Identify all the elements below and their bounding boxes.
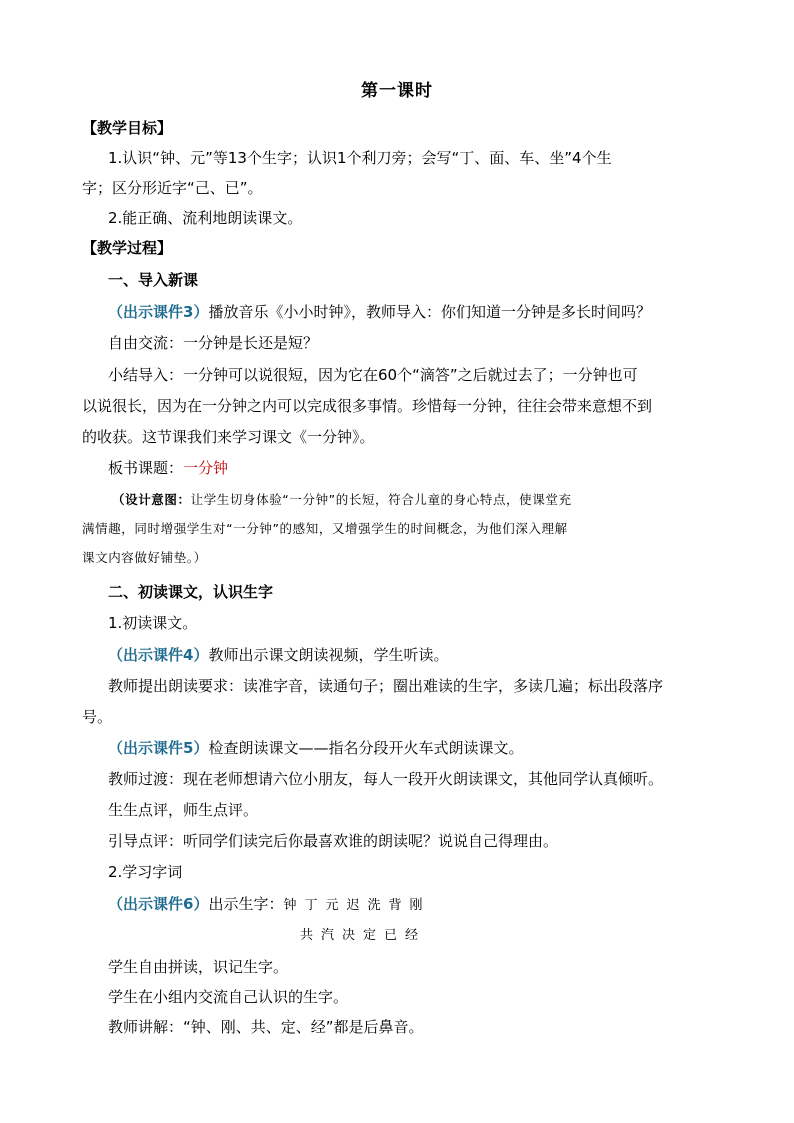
- courseware-tag: （出示课件4）: [108, 646, 209, 664]
- section-1-heading: 一、导入新课: [108, 271, 199, 289]
- para-text: 教师出示课文朗读视频，学生听读。: [208, 646, 449, 664]
- goal-item-1-line-1: 1.认识“钟、元”等13个生字；认识1个利刀旁；会写“丁、面、车、坐”4个生: [108, 149, 612, 167]
- para-text: 播放音乐《小小时钟》，教师导入：你们知道一分钟是多长时间吗？: [208, 303, 651, 321]
- section-1-para-3-line-1: 小结导入：一分钟可以说很短，因为它在60个“滴答”之后就过去了；一分钟也可: [108, 366, 638, 384]
- section-1-para-1: [108, 302, 651, 322]
- section-1-para-2: 自由交流：一分钟是长还是短？: [108, 334, 319, 352]
- section-2-para-7: [108, 894, 430, 916]
- section-2-sub-2: 2.学习字词: [108, 863, 183, 881]
- section-2-para-10: 教师讲解：“钟、刚、共、定、经”都是后鼻音。: [108, 1018, 424, 1036]
- board-label: 板书课题：: [108, 459, 184, 477]
- courseware-tag: （出示课件5）: [108, 739, 209, 757]
- section-2-para-4: 教师过渡：现在老师想请六位小朋友，每人一段开火朗读课文，其他同学认真倾听。: [108, 770, 664, 788]
- board-title-line: [108, 458, 228, 478]
- goal-item-1-line-2: 字；区分形近字“己、已”。: [82, 179, 263, 197]
- section-2-para-1: [108, 645, 448, 665]
- section-1-para-3-line-3: 的收获。这节课我们来学习课文《一分钟》。: [82, 428, 375, 446]
- section-2-para-8: 学生自由拼读，识记生字。: [108, 958, 289, 976]
- para-text: 出示生字：: [208, 895, 284, 913]
- design-label: （设计意图：: [112, 492, 191, 507]
- page-title: 第一课时: [361, 81, 433, 101]
- section-2-para-2-line-1: 教师提出朗读要求：读准字音，读通句子；圈出难读的生字，多读几遍；标出段落序: [108, 677, 664, 695]
- section-1-para-3-line-2: 以说很长，因为在一分钟之内可以完成很多事情。珍惜每一分钟，往往会带来意想不到: [82, 397, 653, 415]
- design-intent-line-3: 课文内容做好铺垫。）: [82, 550, 207, 565]
- design-text: 让学生切身体验“一分钟”的长短，符合儿童的身心特点，使课堂充: [190, 492, 572, 507]
- new-characters-row-1: 钟丁元迟洗背刚: [283, 898, 431, 913]
- goals-heading: 【教学目标】: [82, 119, 173, 137]
- section-2-para-2-line-2: 号。: [82, 708, 113, 726]
- design-intent-line-2: 满情趣，同时增强学生对“一分钟”的感知，又增强学生的时间概念，为他们深入理解: [82, 521, 568, 536]
- process-heading: 【教学过程】: [82, 239, 173, 257]
- section-2-sub-1: 1.初读课文。: [108, 614, 198, 632]
- new-characters-row-2: 共汽决定已经: [300, 928, 427, 943]
- goal-item-2: 2.能正确、流利地朗读课文。: [108, 209, 303, 227]
- section-2-heading: 二、初读课文，认识生字: [108, 583, 274, 601]
- courseware-tag: （出示课件3）: [108, 303, 209, 321]
- section-2-para-5: 生生点评，师生点评。: [108, 801, 259, 819]
- section-2-para-9: 学生在小组内交流自己认识的生字。: [108, 988, 349, 1006]
- design-intent-line-1: [112, 490, 572, 510]
- section-2-para-6: 引导点评：听同学们读完后你最喜欢谁的朗读呢？说说自己得理由。: [108, 832, 559, 850]
- courseware-tag: （出示课件6）: [108, 895, 209, 913]
- section-2-para-3: [108, 738, 523, 758]
- para-text: 检查朗读课文——指名分段开火车式朗读课文。: [208, 739, 524, 757]
- board-title: 一分钟: [183, 459, 229, 477]
